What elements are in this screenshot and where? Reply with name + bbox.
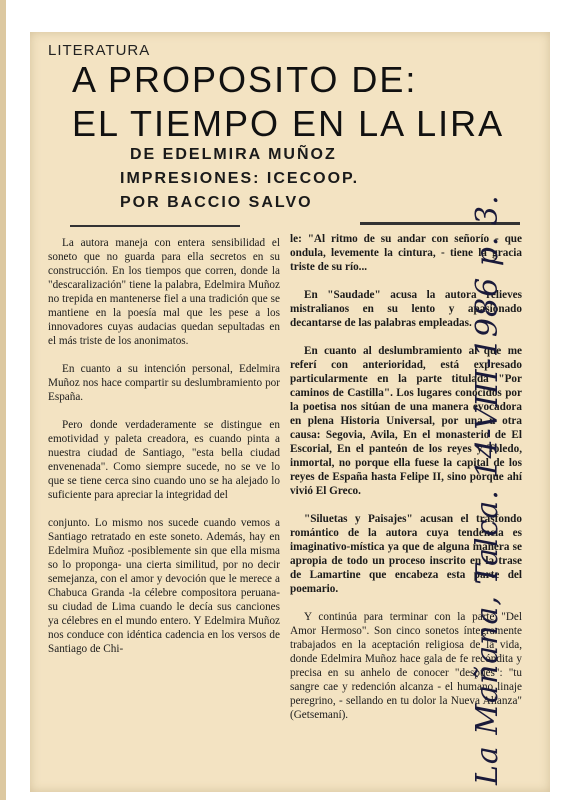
article-title-line-1: A PROPOSITO DE: bbox=[72, 59, 418, 100]
section-label: LITERATURA bbox=[48, 42, 151, 59]
byline-impressions: IMPRESIONES: ICECOOP. bbox=[120, 170, 360, 187]
paragraph: En cuanto a su intención personal, Edelmira Muñoz nos hace compartir su deslumbramiento por España. bbox=[48, 363, 280, 403]
paragraph: En "Saudade" acusa la autora relieves mistralianos en su lento y apasionado decantarse de las palabras empleadas. bbox=[290, 289, 522, 329]
paper-edge bbox=[0, 0, 6, 800]
article-title-line-2: EL TIEMPO EN LA LIRA bbox=[72, 103, 505, 144]
handwritten-source-note: La Mañana, Talca. 14-VIII-1986 p. 3. bbox=[470, 194, 505, 785]
paragraph: "Siluetas y Paisajes" acusan el trasfondo romántico de la autora cuya tendencia es imaginativo-mística ya que de alguna manera se apropia de todo un proceso inscrito en la trase de Lamartine que encabeza esta parte del poemario. bbox=[290, 513, 522, 595]
paragraph: En cuanto al deslumbramiento al que me referí con anterioridad, está expresado particularmente en la parte titulada "Por caminos de Castilla". Los lugares conocidos por la poetisa nos sitúan de una manera evocadora en plena Historia Universal, por una u otra causa: Segovia, Avila, En el monasterio de El Escorial, En el panteón de los reyes y Toledo, inmortal, no porque ella fuese la capital de los reyes de España hasta Felipe II, sino porque ahí vivió El Greco. bbox=[290, 345, 522, 497]
paragraph: le: "Al ritmo de su andar con señorío - que ondula, levemente la cintura, - tiene la gracia triste de su río... bbox=[290, 233, 522, 273]
paragraph: conjunto. Lo mismo nos sucede cuando vemos a Santiago retratado en este soneto. Además, hay en Edelmira Muñoz -posiblemente sin que ella misma so lo proponga- una cierta similitud, por no decir semejanza, con el amor y devoción que le merece a Chabuca Granda -la célebre compositora peruana- su ciudad de Lima cuando le decía sus canciones ya célebres en el mundo entero. Y Edelmira Muñoz nos conduce con idéntica cadencia en los versos de Santiago de Chi- bbox=[48, 517, 280, 655]
paragraph: Pero donde verdaderamente se distingue en emotividad y paleta creadora, es cuando pinta a nuestra ciudad de Santiago, "esta bella ciudad envenenada". Como siempre sucede, no se ve lo que se tiene cerca sino cuando uno se ha alejado lo suficiente para apreciar la integridad del bbox=[48, 419, 280, 501]
byline-reviewer: POR BACCIO SALVO bbox=[120, 194, 313, 211]
paragraph: Y continúa para terminar con la parte "Del Amor Hermoso". Son cinco sonetos íntegramente trabajados en la aceptación religiosa de la vida, donde Edelmira Muñoz hace gala de fe recóndita y precisa en su anhelo de conocer "después": "tu sangre cae y redención alcanza - el humano linaje peregrino, - sellando en tu dolor la Nueva Alianza" (Getsemaní). bbox=[290, 611, 522, 721]
byline-author: DE EDELMIRA MUÑOZ bbox=[130, 146, 337, 163]
divider-left bbox=[70, 225, 240, 227]
left-column bbox=[48, 236, 280, 670]
paragraph: La autora maneja con entera sensibilidad el soneto que no guarda para ella secretos en su construcción. En los tiempos que corren, donde la "descaralización" tiene la palabra, Edelmira Muñoz no trepida en mantenerse fiel a una tradición que se mantiene en la poesía mal que les pese a los innovadores cuyas audacias quedan sepultadas en el más triste de los anonimatos. bbox=[48, 237, 280, 347]
